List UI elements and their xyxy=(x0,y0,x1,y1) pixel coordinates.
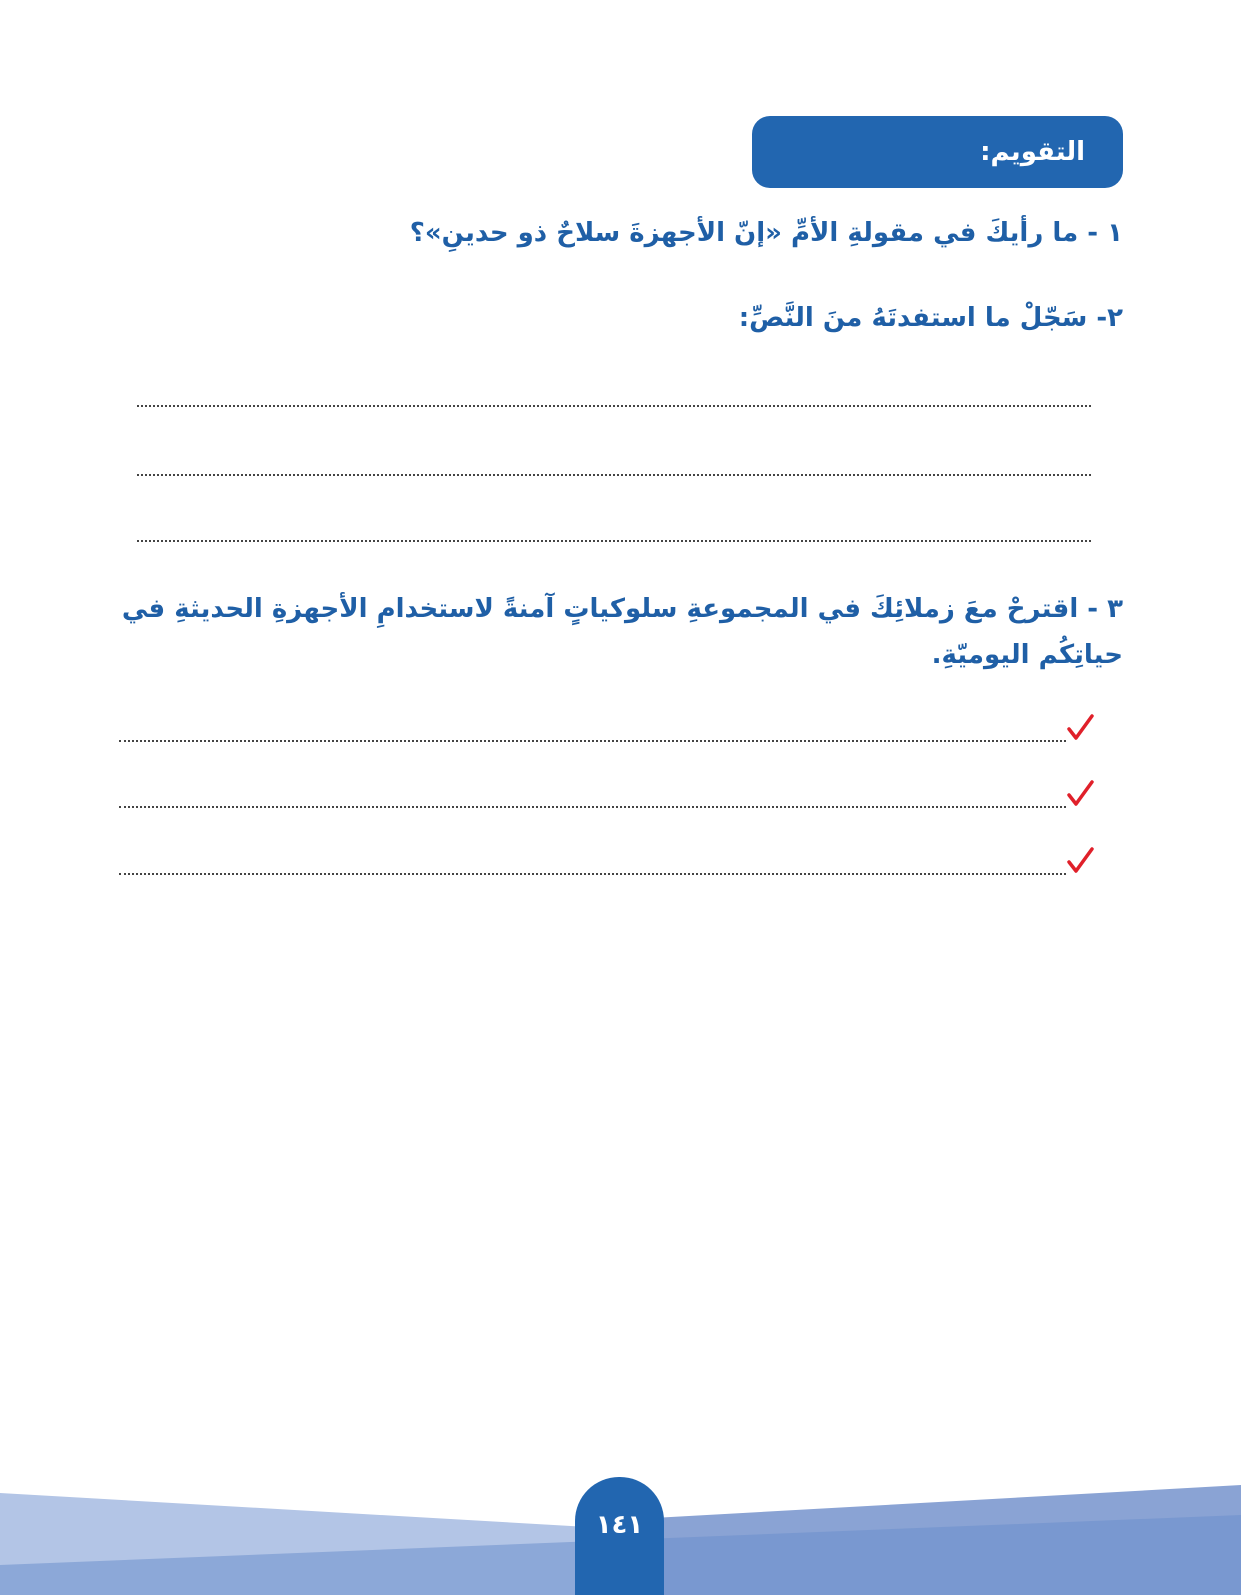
question-1: ١ - ما رأيكَ في مقولةِ الأمِّ «إنّ الأجهزةَ سلاحٌ ذو حدينِ»؟ xyxy=(409,218,1123,248)
checklist-item xyxy=(119,712,1094,748)
answer-line xyxy=(137,540,1091,542)
check-mark-icon xyxy=(1066,845,1094,877)
answer-line xyxy=(119,740,1066,742)
check-mark-icon xyxy=(1066,778,1094,810)
question-2: ٢- سَجّلْ ما استفدتَهُ منَ النَّصِّ: xyxy=(738,303,1123,333)
answer-line xyxy=(119,806,1066,808)
checklist-item xyxy=(119,845,1094,881)
page-number: ١٤١ xyxy=(595,1510,644,1540)
question-3: ٣ - اقترحْ معَ زملائِكَ في المجموعةِ سلوكياتٍ آمنةً لاستخدامِ الأجهزةِ الحديثةِ في حياتِكُم اليوميّةِ. xyxy=(121,594,1123,670)
section-title-banner xyxy=(752,116,1123,188)
answer-line xyxy=(119,873,1066,875)
check-mark-icon xyxy=(1066,712,1094,744)
section-title: التقويم: xyxy=(980,137,1085,167)
answer-line xyxy=(137,405,1091,407)
answer-line xyxy=(137,474,1091,476)
checklist-item xyxy=(119,778,1094,814)
